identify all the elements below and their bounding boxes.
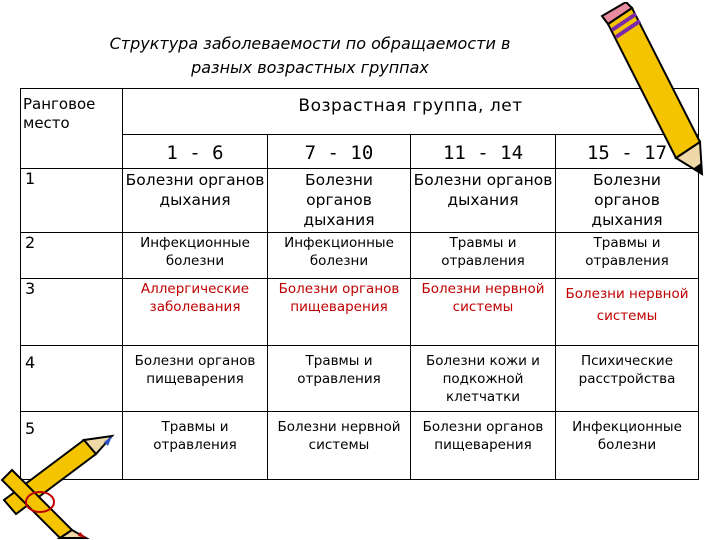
rank-cell: 1 xyxy=(21,169,123,233)
table-cell: Инфекционные болезни xyxy=(268,233,411,279)
table-cell: Травмы и отравления xyxy=(556,233,699,279)
table-cell: Травмы и отравления xyxy=(411,233,556,279)
table-cell: Инфекционные болезни xyxy=(556,412,699,480)
age-group-header: Возрастная группа, лет xyxy=(123,89,699,135)
table-row xyxy=(21,233,699,279)
pencil-icon xyxy=(600,2,718,180)
page-title xyxy=(60,32,560,80)
table-cell: Болезни органов пищеварения xyxy=(268,279,411,346)
table-cell: Болезни органов дыхания xyxy=(556,169,699,233)
table-cell: Инфекционные болезни xyxy=(123,233,268,279)
morbidity-table xyxy=(20,88,699,480)
table-row xyxy=(21,346,699,412)
table-row xyxy=(21,169,699,233)
table-cell: Болезни органов дыхания xyxy=(411,169,556,233)
table-cell: Болезни органов пищеварения xyxy=(123,346,268,412)
table-cell: Болезни нервной системы xyxy=(268,412,411,480)
table-cell: Аллергические заболевания xyxy=(123,279,268,346)
pencils-icon xyxy=(0,430,130,540)
rank-cell: 5 xyxy=(21,412,123,480)
age-15-17: 15 - 17 xyxy=(556,135,699,169)
table-cell: Болезни органов дыхания xyxy=(268,169,411,233)
table-cell: Травмы и отравления xyxy=(268,346,411,412)
table-cell: Болезни кожи и подкожной клетчатки xyxy=(411,346,556,412)
rank-cell: 3 xyxy=(21,279,123,346)
table-cell: Болезни органов дыхания xyxy=(123,169,268,233)
table-cell: Болезни нервной системы xyxy=(411,279,556,346)
rank-cell: 4 xyxy=(21,346,123,412)
age-7-10: 7 - 10 xyxy=(268,135,411,169)
table-cell: Психические расстройства xyxy=(556,346,699,412)
title-line-1: Структура заболеваемости по обращаемости в xyxy=(109,34,511,53)
table-row xyxy=(21,279,699,346)
table-cell: Болезни органов пищеварения xyxy=(411,412,556,480)
age-1-6: 1 - 6 xyxy=(123,135,268,169)
table-cell: Травмы и отравления xyxy=(123,412,268,480)
table-cell: Болезни нервной системы xyxy=(556,279,699,346)
rank-cell: 2 xyxy=(21,233,123,279)
rank-header: Ранговое место xyxy=(21,89,123,169)
title-line-2: разных возрастных группах xyxy=(191,58,429,77)
age-11-14: 11 - 14 xyxy=(411,135,556,169)
